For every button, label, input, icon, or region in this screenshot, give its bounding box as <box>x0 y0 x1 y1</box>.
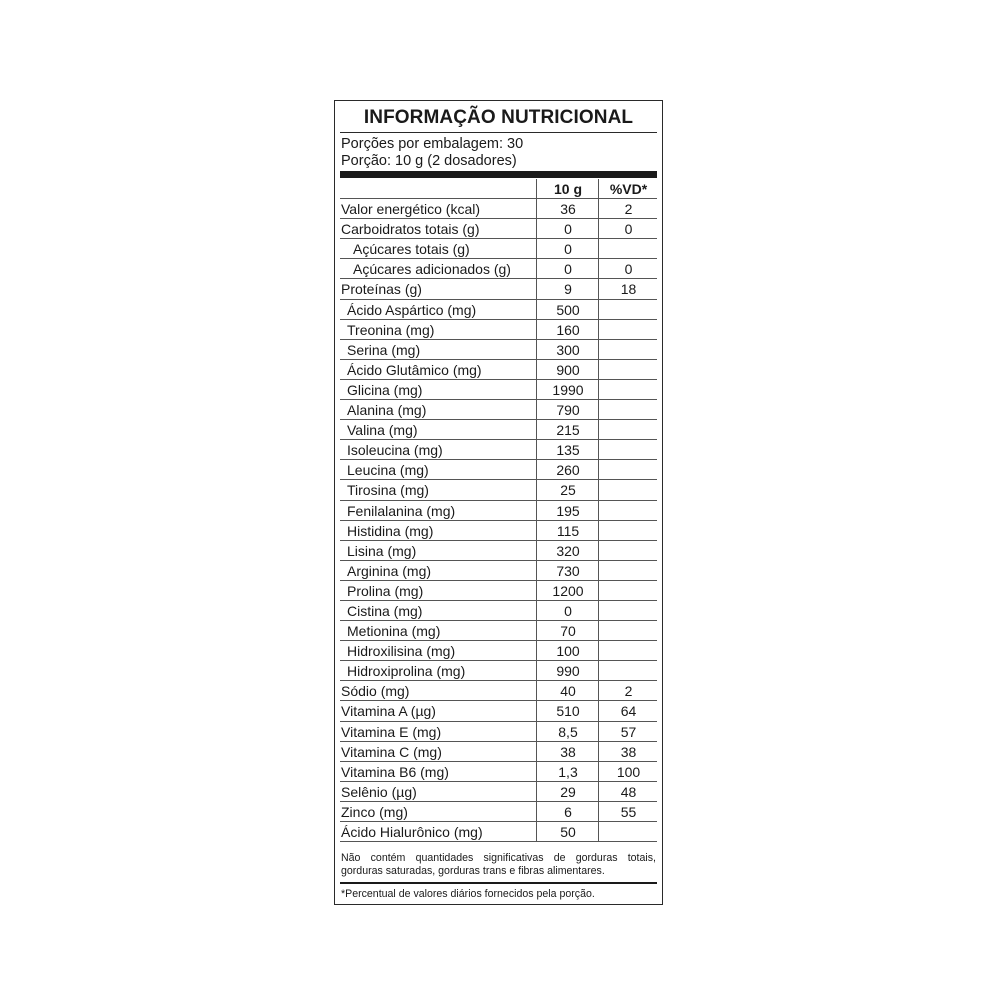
nutrient-name: Ácido Hialurônico (mg) <box>341 824 483 840</box>
nutrient-daily-value <box>598 661 658 680</box>
nutrient-quantity: 0 <box>536 259 599 278</box>
nutrient-daily-value <box>598 521 658 540</box>
nutrient-name: Leucina (mg) <box>347 462 429 479</box>
nutrient-quantity: 6 <box>536 802 599 821</box>
nutrient-quantity: 195 <box>536 501 599 520</box>
nutrient-daily-value: 38 <box>598 742 658 761</box>
nutrient-name: Valina (mg) <box>347 422 418 439</box>
nutrient-daily-value <box>598 822 658 841</box>
nutrient-quantity: 790 <box>536 400 599 419</box>
nutrient-name: Hidroxilisina (mg) <box>347 643 456 660</box>
table-row <box>340 501 657 521</box>
nutrient-daily-value <box>598 320 658 339</box>
nutrient-name: Arginina (mg) <box>347 562 432 579</box>
nutrient-quantity: 38 <box>536 742 599 761</box>
table-row <box>340 300 657 320</box>
nutrient-name: Prolina (mg) <box>347 582 424 599</box>
nutrient-name: Carboidratos totais (g) <box>341 221 480 238</box>
header-quantity: 10 g <box>536 179 599 198</box>
nutrient-daily-value: 18 <box>598 279 658 298</box>
nutrient-daily-value <box>598 581 658 600</box>
nutrient-daily-value <box>598 541 658 560</box>
nutrient-name: Fenilalanina (mg) <box>347 502 456 519</box>
nutrient-quantity: 70 <box>536 621 599 640</box>
table-row <box>340 239 657 259</box>
nutrient-name: Treonina (mg) <box>347 321 435 338</box>
nutrient-name: Metionina (mg) <box>347 623 441 640</box>
nutrient-name: Proteínas (g) <box>341 281 422 298</box>
footnote-divider <box>340 882 657 884</box>
nutrient-quantity: 1,3 <box>536 762 599 781</box>
nutrient-quantity: 900 <box>536 360 599 379</box>
table-row <box>340 360 657 380</box>
nutrient-daily-value <box>598 440 658 459</box>
table-row <box>340 521 657 541</box>
nutrient-quantity: 730 <box>536 561 599 580</box>
nutrient-daily-value <box>598 460 658 479</box>
nutrient-quantity: 40 <box>536 681 599 700</box>
nutrient-name: Vitamina E (mg) <box>341 723 442 740</box>
nutrient-quantity: 0 <box>536 219 599 238</box>
table-row <box>340 621 657 641</box>
nutrient-quantity: 29 <box>536 782 599 801</box>
nutrient-daily-value: 0 <box>598 219 658 238</box>
nutrient-quantity: 0 <box>536 601 599 620</box>
table-row <box>340 641 657 661</box>
table-row <box>340 320 657 340</box>
nutrient-quantity: 115 <box>536 521 599 540</box>
nutrient-quantity: 25 <box>536 480 599 499</box>
nutrient-quantity: 50 <box>536 822 599 841</box>
nutrient-quantity: 215 <box>536 420 599 439</box>
nutrient-daily-value: 0 <box>598 259 658 278</box>
table-row <box>340 340 657 360</box>
nutrient-name: Sódio (mg) <box>341 683 410 700</box>
footnote: *Percentual de valores diários fornecidos pela porção. <box>341 888 595 900</box>
nutrient-daily-value <box>598 300 658 319</box>
nutrient-name: Vitamina C (mg) <box>341 743 442 760</box>
portions-block <box>341 136 523 170</box>
table-row <box>340 460 657 480</box>
nutrient-quantity: 300 <box>536 340 599 359</box>
nutrient-quantity: 135 <box>536 440 599 459</box>
nutrition-facts-label <box>334 100 663 905</box>
nutrient-name: Cistina (mg) <box>347 602 423 619</box>
nutrient-quantity: 990 <box>536 661 599 680</box>
table-row <box>340 380 657 400</box>
nutrient-name: Isoleucina (mg) <box>347 442 443 459</box>
nutrient-quantity: 8,5 <box>536 722 599 741</box>
table-row <box>340 762 657 782</box>
table-row <box>340 681 657 701</box>
table-row <box>340 802 657 822</box>
table-row <box>340 581 657 601</box>
table-header-row <box>340 179 657 199</box>
nutrient-quantity: 160 <box>536 320 599 339</box>
table-row <box>340 701 657 721</box>
nutrient-daily-value: 100 <box>598 762 658 781</box>
nutrient-daily-value <box>598 641 658 660</box>
nutrient-quantity: 100 <box>536 641 599 660</box>
nutrient-quantity: 1200 <box>536 581 599 600</box>
nutrient-name: Hidroxiprolina (mg) <box>347 663 466 680</box>
nutrient-daily-value <box>598 380 658 399</box>
nutrient-daily-value <box>598 501 658 520</box>
nutrient-daily-value <box>598 420 658 439</box>
table-row <box>340 259 657 279</box>
nutrient-daily-value <box>598 561 658 580</box>
nutrient-name: Valor energético (kcal) <box>341 201 481 218</box>
table-row <box>340 822 657 842</box>
nutrient-quantity: 260 <box>536 460 599 479</box>
nutrient-name: Açúcares adicionados (g) <box>353 261 511 278</box>
nutrient-name: Ácido Glutâmico (mg) <box>347 361 482 378</box>
thick-divider <box>340 171 657 178</box>
nutrient-name: Lisina (mg) <box>347 542 417 559</box>
nutrient-name: Alanina (mg) <box>347 402 427 419</box>
table-row <box>340 742 657 762</box>
nutrient-quantity: 36 <box>536 199 599 218</box>
nutrient-daily-value: 48 <box>598 782 658 801</box>
nutrient-name: Selênio (µg) <box>341 783 417 800</box>
table-row <box>340 199 657 219</box>
table-body <box>340 199 657 842</box>
servings-per-package: Porções por embalagem: 30 <box>341 136 524 152</box>
nutrient-quantity: 1990 <box>536 380 599 399</box>
header-daily-value: %VD* <box>598 179 658 198</box>
nutrient-daily-value <box>598 360 658 379</box>
title-divider <box>340 132 657 133</box>
nutrient-name: Vitamina B6 (mg) <box>341 763 449 780</box>
nutrient-quantity: 320 <box>536 541 599 560</box>
nutrient-name: Tirosina (mg) <box>347 482 429 499</box>
nutrient-daily-value <box>598 601 658 620</box>
table-row <box>340 440 657 460</box>
nutrient-daily-value: 57 <box>598 722 658 741</box>
nutrient-name: Glicina (mg) <box>347 381 423 398</box>
table-row <box>340 219 657 239</box>
table-row <box>340 782 657 802</box>
nutrition-note: Não contém quantidades significativas de gorduras totais, gorduras saturadas, gorduras trans e fibras alimentares. <box>341 852 656 877</box>
nutrient-daily-value <box>598 480 658 499</box>
table-row <box>340 279 657 299</box>
table-row <box>340 480 657 500</box>
nutrient-quantity: 0 <box>536 239 599 258</box>
nutrient-daily-value <box>598 340 658 359</box>
nutrient-quantity: 9 <box>536 279 599 298</box>
table-row <box>340 400 657 420</box>
nutrient-daily-value: 2 <box>598 681 658 700</box>
nutrient-quantity: 510 <box>536 701 599 720</box>
nutrient-name: Ácido Aspártico (mg) <box>347 301 477 318</box>
nutrient-name: Histidina (mg) <box>347 522 434 539</box>
table-row <box>340 601 657 621</box>
nutrition-table <box>340 179 657 842</box>
serving-size: Porção: 10 g (2 dosadores) <box>341 153 517 169</box>
nutrient-name: Zinco (mg) <box>341 803 408 820</box>
nutrient-daily-value: 55 <box>598 802 658 821</box>
nutrient-daily-value: 64 <box>598 701 658 720</box>
table-row <box>340 420 657 440</box>
nutrient-daily-value <box>598 400 658 419</box>
nutrient-daily-value: 2 <box>598 199 658 218</box>
label-title: INFORMAÇÃO NUTRICIONAL <box>363 107 634 128</box>
table-row <box>340 661 657 681</box>
nutrient-name: Vitamina A (µg) <box>341 703 436 720</box>
nutrient-name: Serina (mg) <box>347 341 421 358</box>
table-row <box>340 722 657 742</box>
nutrient-daily-value <box>598 239 658 258</box>
nutrient-name: Açúcares totais (g) <box>353 241 470 258</box>
table-row <box>340 541 657 561</box>
nutrient-quantity: 500 <box>536 300 599 319</box>
table-row <box>340 561 657 581</box>
nutrient-daily-value <box>598 621 658 640</box>
